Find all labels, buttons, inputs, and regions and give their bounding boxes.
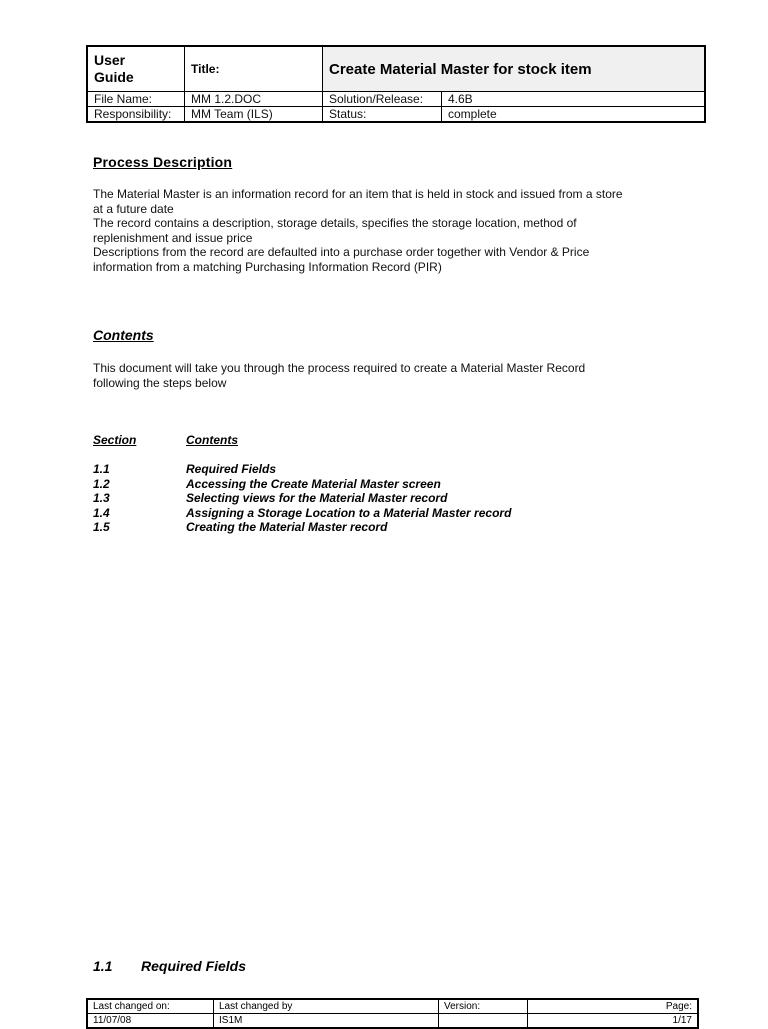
contents-intro <box>93 361 693 390</box>
section-title: Required Fields <box>141 958 247 974</box>
process-line: replenishment and issue price <box>93 230 253 245</box>
last-changed-on-label: Last changed on: <box>87 999 214 1014</box>
process-description-text <box>93 187 693 275</box>
toc-contents-header: Contents <box>186 433 238 447</box>
contents-line: following the steps below <box>93 375 227 390</box>
toc-item-text: Required Fields <box>186 462 277 476</box>
page-value: 1/17 <box>528 1014 699 1029</box>
responsibility-value: MM Team (ILS) <box>185 107 323 123</box>
section-heading <box>93 958 247 974</box>
toc-list <box>93 462 693 535</box>
last-changed-by-label: Last changed by <box>214 999 439 1014</box>
contents-line: This document will take you through the process required to create a Material Master Record <box>93 361 586 375</box>
document-title: Create Material Master for stock item <box>323 46 706 92</box>
process-line: at a future date <box>93 201 174 216</box>
toc-item-text: Assigning a Storage Location to a Material Master record <box>186 505 512 520</box>
page-label: Page: <box>528 999 699 1014</box>
doc-type: User Guide <box>94 52 134 85</box>
status-value: complete <box>442 107 706 123</box>
solution-value: 4.6B <box>442 92 706 107</box>
process-line: The record contains a description, storage details, specifies the storage location, method of <box>93 216 577 231</box>
toc-item[interactable] <box>93 491 693 506</box>
file-name-label: File Name: <box>87 92 185 107</box>
footer-table <box>86 998 699 1029</box>
title-label: Title: <box>185 46 323 92</box>
doc-type-cell <box>87 46 185 92</box>
section-number: 1.1 <box>93 958 113 974</box>
toc-item-number: 1.3 <box>93 491 110 506</box>
solution-label: Solution/Release: <box>323 92 442 107</box>
toc-item-number: 1.4 <box>93 505 110 520</box>
toc-item[interactable] <box>93 520 693 535</box>
toc-section-header: Section <box>93 433 137 447</box>
toc-item-text: Selecting views for the Material Master record <box>186 491 448 506</box>
toc-item-number: 1.2 <box>93 476 110 491</box>
toc-item[interactable] <box>93 462 693 477</box>
version-label: Version: <box>439 999 528 1014</box>
toc-item-text: Creating the Material Master record <box>186 520 388 535</box>
last-changed-on-value: 11/07/08 <box>87 1014 214 1029</box>
file-name-value: MM 1.2.DOC <box>185 92 323 107</box>
last-changed-by-value: IS1M <box>214 1014 439 1029</box>
process-line: Descriptions from the record are defaulted into a purchase order together with Vendor & Price <box>93 245 590 260</box>
toc-item-text: Accessing the Create Material Master screen <box>186 476 441 491</box>
process-description-heading: Process Description <box>93 154 233 170</box>
version-value <box>439 1014 528 1029</box>
toc-item-number: 1.5 <box>93 520 110 535</box>
header-table <box>86 45 706 123</box>
toc-item[interactable] <box>93 506 693 521</box>
process-line: information from a matching Purchasing Information Record (PIR) <box>93 259 442 274</box>
toc-item-number: 1.1 <box>93 462 110 476</box>
process-line: The Material Master is an information record for an item that is held in stock and issued from a store <box>93 187 623 201</box>
responsibility-label: Responsibility: <box>87 107 185 123</box>
toc-item[interactable] <box>93 477 693 492</box>
contents-heading: Contents <box>93 327 154 343</box>
status-label: Status: <box>323 107 442 123</box>
